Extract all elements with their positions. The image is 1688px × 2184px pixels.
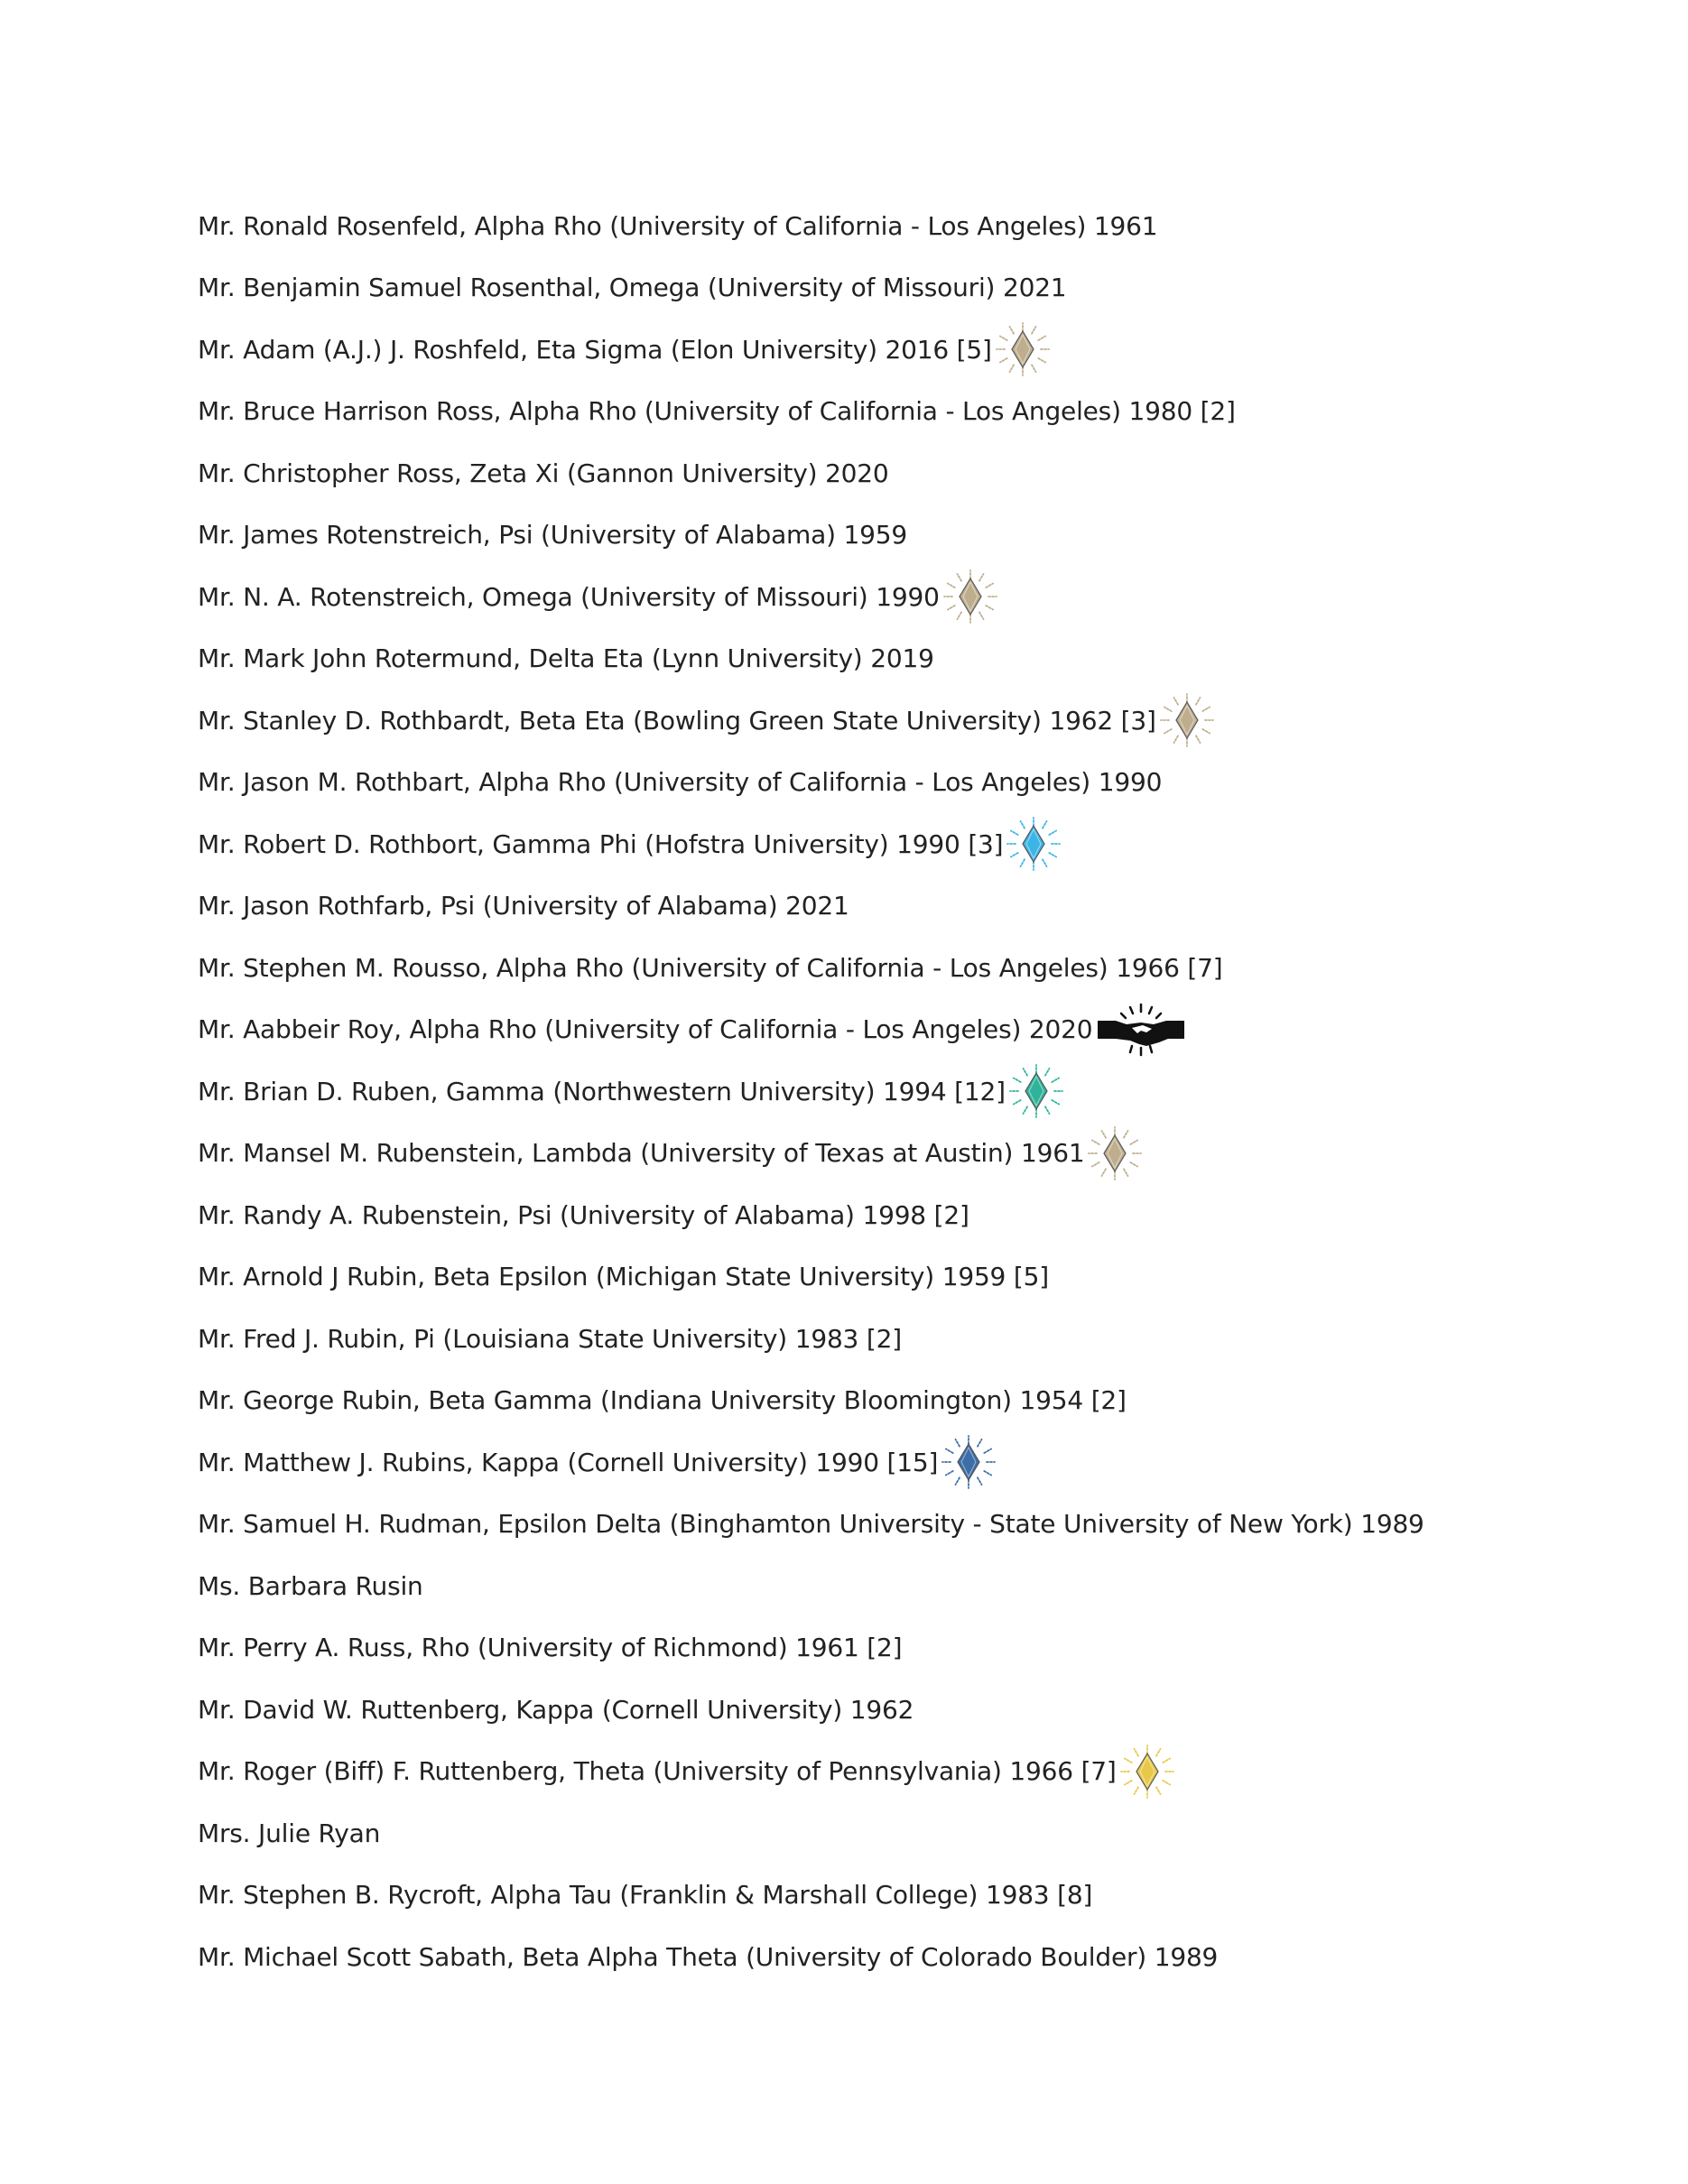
list-item [198, 1123, 1642, 1185]
list-item [198, 195, 1642, 257]
entry-text: Mr. Stephen B. Rycroft, Alpha Tau (Franklin & Marshall College) 1983 [8] [198, 1880, 1093, 1911]
yellow-diamond-icon [1118, 1743, 1176, 1800]
entry-text: Ms. Barbara Rusin [198, 1570, 423, 1601]
list-item [198, 1431, 1642, 1494]
list-item [198, 1060, 1642, 1123]
entry-text: Mr. James Rotenstreich, Psi (University of Alabama) 1959 [198, 520, 907, 551]
list-item [198, 257, 1642, 319]
entry-text: Mr. George Rubin, Beta Gamma (Indiana University Bloomington) 1954 [2] [198, 1385, 1127, 1416]
list-item [198, 1246, 1642, 1309]
gold-diamond-icon [1158, 691, 1216, 749]
list-item [198, 1741, 1642, 1803]
list-item [198, 1617, 1642, 1680]
list-item [198, 1926, 1642, 1988]
entry-text: Mr. Mark John Rotermund, Delta Eta (Lynn University) 2019 [198, 643, 934, 674]
list-item [198, 1802, 1642, 1865]
teal-diamond-icon [1007, 1062, 1065, 1120]
entry-text: Mr. N. A. Rotenstreich, Omega (University of Missouri) 1990 [198, 581, 940, 612]
entry-text: Mr. Jason M. Rothbart, Alpha Rho (University of California - Los Angeles) 1990 [198, 767, 1163, 798]
handshake-icon [1096, 1001, 1186, 1059]
entry-text: Mr. Arnold J Rubin, Beta Epsilon (Michigan State University) 1959 [5] [198, 1262, 1049, 1292]
gold-diamond-icon [994, 320, 1052, 378]
list-item [198, 1308, 1642, 1370]
entry-text: Mr. Brian D. Ruben, Gamma (Northwestern University) 1994 [12] [198, 1076, 1006, 1106]
entry-text: Mr. Perry A. Russ, Rho (University of Richmond) 1961 [2] [198, 1633, 903, 1663]
list-item [198, 937, 1642, 999]
list-item [198, 752, 1642, 814]
gold-diamond-icon [941, 568, 999, 625]
entry-text: Mr. Ronald Rosenfeld, Alpha Rho (University of California - Los Angeles) 1961 [198, 210, 1158, 241]
entry-text: Mr. Matthew J. Rubins, Kappa (Cornell University) 1990 [15] [198, 1447, 939, 1477]
list-item [198, 999, 1642, 1061]
list-item [198, 875, 1642, 938]
entry-text: Mr. Stanley D. Rothbardt, Beta Eta (Bowling Green State University) 1962 [3] [198, 705, 1156, 736]
entry-text: Mr. Samuel H. Rudman, Epsilon Delta (Binghamton University - State University of New York) 1989 [198, 1509, 1424, 1540]
entry-text: Mr. Jason Rothfarb, Psi (University of Alabama) 2021 [198, 891, 849, 921]
list-item [198, 319, 1642, 381]
entry-text: Mr. Mansel M. Rubenstein, Lambda (University of Texas at Austin) 1961 [198, 1138, 1085, 1169]
entry-text: Mr. Christopher Ross, Zeta Xi (Gannon University) 2020 [198, 458, 889, 488]
entry-text: Mr. Bruce Harrison Ross, Alpha Rho (University of California - Los Angeles) 1980 [2] [198, 396, 1236, 427]
list-item [198, 566, 1642, 628]
list-item [198, 1555, 1642, 1617]
entry-text: Mrs. Julie Ryan [198, 1818, 381, 1848]
list-item [198, 381, 1642, 443]
entry-text: Mr. Aabbeir Roy, Alpha Rho (University of California - Los Angeles) 2020 [198, 1014, 1093, 1045]
blue-diamond-icon [1005, 815, 1062, 873]
gold-diamond-icon [1086, 1124, 1144, 1182]
list-item [198, 1184, 1642, 1246]
list-item [198, 1679, 1642, 1741]
entry-text: Mr. Roger (Biff) F. Ruttenberg, Theta (University of Pennsylvania) 1966 [7] [198, 1756, 1117, 1787]
list-item [198, 504, 1642, 567]
list-item [198, 442, 1642, 504]
entry-text: Mr. Robert D. Rothbort, Gamma Phi (Hofstra University) 1990 [3] [198, 828, 1004, 859]
list-item [198, 1865, 1642, 1927]
donor-list [198, 195, 1642, 1988]
list-item [198, 689, 1642, 752]
entry-text: Mr. David W. Ruttenberg, Kappa (Cornell University) 1962 [198, 1694, 914, 1725]
entry-text: Mr. Fred J. Rubin, Pi (Louisiana State University) 1983 [2] [198, 1323, 902, 1354]
entry-text: Mr. Randy A. Rubenstein, Psi (University of Alabama) 1998 [2] [198, 1199, 969, 1230]
entry-text: Mr. Benjamin Samuel Rosenthal, Omega (University of Missouri) 2021 [198, 273, 1067, 303]
list-item [198, 1370, 1642, 1432]
list-item [198, 628, 1642, 690]
navy-diamond-icon [940, 1433, 997, 1491]
list-item [198, 813, 1642, 875]
entry-text: Mr. Stephen M. Rousso, Alpha Rho (University of California - Los Angeles) 1966 [7] [198, 952, 1223, 983]
list-item [198, 1494, 1642, 1556]
entry-text: Mr. Michael Scott Sabath, Beta Alpha Theta (University of Colorado Boulder) 1989 [198, 1941, 1219, 1972]
entry-text: Mr. Adam (A.J.) J. Roshfeld, Eta Sigma (Elon University) 2016 [5] [198, 334, 992, 365]
